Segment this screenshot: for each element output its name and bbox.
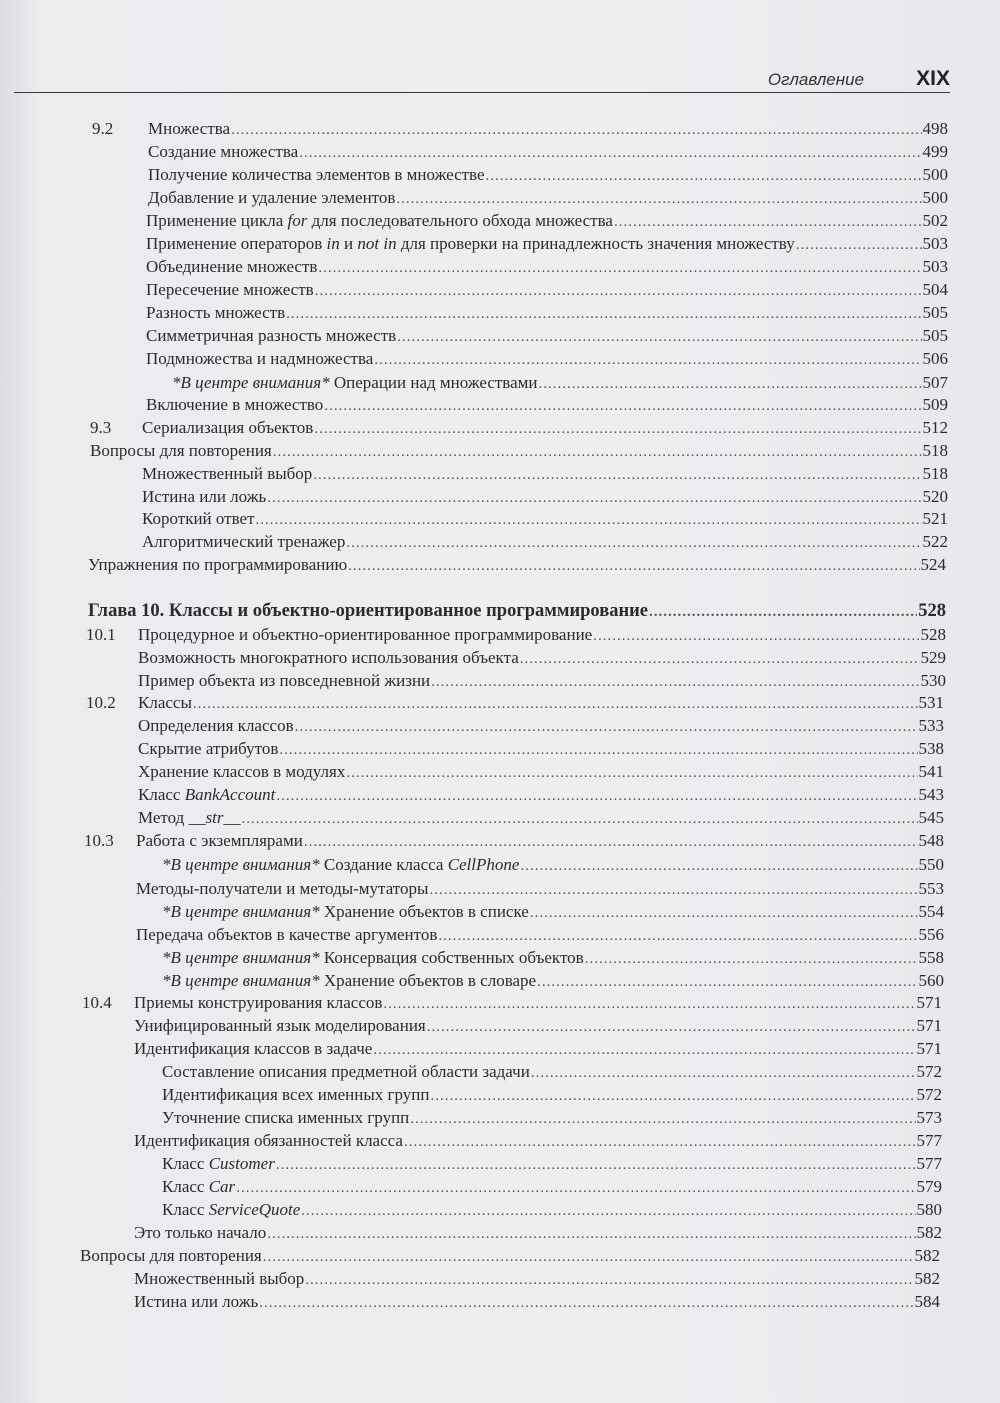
dot-leader: [427, 1016, 916, 1038]
toc-entry-title: Истина или ложь: [142, 487, 267, 506]
toc-entry[interactable]: [162, 1061, 942, 1083]
toc-page-number: 500: [922, 188, 948, 207]
toc-page-number: 582: [916, 1223, 942, 1242]
dot-leader: [304, 831, 918, 853]
toc-entry-title: Составление описания предметной области задачи: [162, 1062, 530, 1081]
toc-page-number: 504: [922, 280, 948, 299]
dot-leader: [429, 879, 917, 901]
dot-leader: [374, 349, 921, 371]
toc-entry[interactable]: [88, 554, 946, 576]
toc-page-number: 543: [918, 785, 944, 804]
toc-entry-title: Множества: [148, 119, 231, 138]
toc-entry-title: Объединение множеств: [146, 257, 318, 276]
toc-page-number: 503: [922, 257, 948, 276]
toc-entry[interactable]: [134, 1291, 940, 1313]
dot-leader: [431, 671, 919, 693]
toc-entry[interactable]: [162, 854, 944, 876]
toc-section-number: 10.3: [84, 831, 114, 850]
toc-entry[interactable]: [82, 992, 942, 1014]
header-section-title: Оглавление: [767, 70, 864, 89]
toc-entry-title: Скрытие атрибутов: [138, 739, 279, 758]
dot-leader: [410, 1108, 915, 1130]
toc-entry-title: Возможность многократного использования объекта: [138, 648, 519, 667]
toc-page-number: 571: [916, 1016, 942, 1035]
toc-page-number: 579: [916, 1177, 942, 1196]
dot-leader: [279, 739, 917, 761]
toc-entry-title: Получение количества элементов в множестве: [148, 165, 485, 184]
toc-section-number: 9.2: [92, 119, 114, 138]
toc-entry[interactable]: [134, 1038, 942, 1060]
dot-leader: [276, 1154, 916, 1176]
toc-page-number: 560: [918, 971, 944, 990]
toc-entry-title: Короткий ответ: [142, 509, 255, 528]
toc-page-number: 500: [922, 165, 948, 184]
dot-leader: [314, 418, 921, 440]
toc-page-number: 506: [922, 349, 948, 368]
toc-page-number: 520: [922, 487, 948, 506]
toc-entry-title: Применение цикла for для последовательного обхода множества: [146, 211, 613, 230]
toc-entry-title: Класс Customer: [162, 1154, 275, 1173]
dot-leader: [346, 532, 921, 554]
toc-page-number: 538: [918, 739, 944, 758]
toc-page-number: 571: [916, 1039, 942, 1058]
dot-leader: [286, 303, 921, 325]
toc-entry[interactable]: [84, 830, 944, 852]
toc-entry[interactable]: [148, 164, 948, 186]
toc-entry[interactable]: [86, 624, 946, 646]
dot-leader: [236, 1177, 915, 1199]
toc-entry[interactable]: [138, 670, 946, 692]
toc-page-number: 509: [922, 395, 948, 414]
toc-entry[interactable]: [92, 118, 948, 140]
toc-entry[interactable]: [136, 924, 944, 946]
dot-leader: [397, 326, 921, 348]
toc-entry-title: Разность множеств: [146, 303, 286, 322]
toc-entry[interactable]: [146, 256, 948, 278]
toc-entry[interactable]: [138, 715, 944, 737]
dot-leader: [313, 464, 921, 486]
toc-entry-title: Уточнение списка именных групп: [162, 1108, 410, 1127]
toc-entry[interactable]: [162, 1107, 942, 1129]
focus-marker: *В центре внимания*: [162, 902, 324, 921]
toc-page-number: 518: [922, 464, 948, 483]
dot-leader: [348, 555, 919, 577]
toc-page-number: 584: [914, 1292, 940, 1311]
toc-entry[interactable]: [134, 1130, 942, 1152]
focus-marker: *В центре внимания*: [162, 971, 324, 990]
toc-entry[interactable]: [138, 761, 944, 783]
toc-entry-title: Класс BankAccount: [138, 785, 276, 804]
dot-leader: [537, 971, 917, 993]
toc-page-number: 502: [922, 211, 948, 230]
toc-entry[interactable]: [162, 1153, 942, 1175]
dot-leader: [530, 902, 918, 924]
dot-leader: [276, 785, 917, 807]
toc-entry[interactable]: [138, 647, 946, 669]
dot-leader: [373, 1039, 915, 1061]
toc-section-number: 9.3: [90, 418, 112, 437]
toc-section-number: 10.4: [82, 993, 112, 1012]
toc-page-number: 503: [922, 234, 948, 253]
toc-entry-title: *В центре внимания* Создание класса CellPhone: [162, 855, 520, 874]
toc-entry-title: *В центре внимания* Операции над множествами: [172, 373, 538, 392]
dot-leader: [539, 373, 922, 395]
toc-entry[interactable]: [142, 463, 948, 485]
dot-leader: [256, 509, 922, 531]
dot-leader: [520, 648, 920, 670]
toc-entry-title: Класс Car: [162, 1177, 236, 1196]
toc-entry[interactable]: [142, 508, 948, 530]
toc-entry-title: Сериализация объектов: [142, 418, 314, 437]
toc-entry-title: Включение в множество: [146, 395, 324, 414]
toc-page-number: 518: [922, 441, 948, 460]
toc-entry[interactable]: [148, 187, 948, 209]
toc-entry[interactable]: [80, 1245, 940, 1267]
dot-leader: [231, 119, 921, 141]
dot-leader: [614, 211, 922, 233]
toc-page-number: 530: [920, 671, 946, 690]
toc-page-number: 577: [916, 1154, 942, 1173]
dot-leader: [520, 855, 917, 877]
focus-marker: *В центре внимания*: [172, 373, 334, 392]
toc-entry[interactable]: [134, 1268, 940, 1290]
toc-entry[interactable]: [134, 1222, 942, 1244]
toc-entry[interactable]: [142, 531, 948, 553]
toc-entry-title: Вопросы для повторения: [90, 441, 272, 460]
toc-page-number: 507: [922, 373, 948, 392]
toc-entry-title: Подмножества и надмножества: [146, 349, 374, 368]
toc-page-number: 512: [922, 418, 948, 437]
toc-entry[interactable]: [146, 394, 948, 416]
toc-entry[interactable]: [142, 486, 948, 508]
toc-entry-title: Определения классов: [138, 716, 294, 735]
toc-entry[interactable]: [162, 901, 944, 923]
toc-entry[interactable]: [86, 692, 944, 714]
running-header: [14, 64, 950, 93]
toc-entry-title: Множественный выбор: [134, 1269, 305, 1288]
focus-marker: *В центре внимания*: [162, 855, 324, 874]
dot-leader: [273, 441, 922, 463]
toc-entry[interactable]: [162, 1084, 942, 1106]
toc-entry-title: Создание множества: [148, 142, 299, 161]
dot-leader: [649, 601, 917, 623]
toc-entry-title: Множественный выбор: [142, 464, 313, 483]
dot-leader: [324, 395, 921, 417]
toc-entry-title: Алгоритмический тренажер: [142, 532, 346, 551]
dot-leader: [305, 1269, 913, 1291]
toc-page-number: 558: [918, 948, 944, 967]
dot-leader: [267, 487, 921, 509]
dot-leader: [263, 1246, 914, 1268]
toc-section-number: 10.1: [86, 625, 116, 644]
toc-entry[interactable]: [146, 348, 948, 370]
dot-leader: [531, 1062, 916, 1084]
toc-entry-title: Идентификация всех именных групп: [162, 1085, 430, 1104]
toc-entry-title: *В центре внимания* Хранение объектов в словаре: [162, 971, 537, 990]
toc-page-number: 524: [920, 555, 946, 574]
dot-leader: [318, 257, 921, 279]
toc-entry[interactable]: [172, 372, 948, 394]
dot-leader: [396, 188, 921, 210]
toc-page-number: 582: [914, 1269, 940, 1288]
toc-entry[interactable]: [146, 325, 948, 347]
dot-leader: [486, 165, 922, 187]
toc-page-number: 528: [920, 625, 946, 644]
toc-page-number: 553: [918, 879, 944, 898]
dot-leader: [383, 993, 915, 1015]
toc-entry[interactable]: [162, 1199, 942, 1221]
toc-entry-title: Добавление и удаление элементов: [148, 188, 396, 207]
toc-entry[interactable]: [136, 878, 944, 900]
toc-page-number: 531: [918, 693, 944, 712]
toc-entry-title: Это только начало: [134, 1223, 267, 1242]
toc-page-number: 528: [918, 601, 946, 621]
dot-leader: [315, 280, 922, 302]
toc-entry-title: Работа с экземплярами: [136, 831, 303, 850]
dot-leader: [585, 948, 918, 970]
dot-leader: [796, 234, 922, 256]
toc-page-number: 572: [916, 1085, 942, 1104]
toc-entry-title: Унифицированный язык моделирования: [134, 1016, 426, 1035]
toc-entry[interactable]: [138, 784, 944, 806]
toc-entry-title: Пример объекта из повседневной жизни: [138, 671, 431, 690]
toc-page-number: 582: [914, 1246, 940, 1265]
toc-entry-title: Идентификация обязанностей класса: [134, 1131, 403, 1150]
toc-page-number: 572: [916, 1062, 942, 1081]
toc-page-number: 533: [918, 716, 944, 735]
toc-entry[interactable]: [146, 210, 948, 232]
toc-page-number: 541: [918, 762, 944, 781]
toc-entry[interactable]: [134, 1015, 942, 1037]
toc-chapter-heading[interactable]: [88, 600, 946, 622]
toc-entry-title: Истина или ложь: [134, 1292, 259, 1311]
toc-entry-title: Упражнения по программированию: [88, 555, 348, 574]
toc-entry-title: Метод __str__: [138, 808, 241, 827]
toc-page-number: 545: [918, 808, 944, 827]
toc-page-number: 548: [918, 831, 944, 850]
dot-leader: [430, 1085, 915, 1107]
focus-marker: *В центре внимания*: [162, 948, 324, 967]
toc-page-number: 522: [922, 532, 948, 551]
toc-entry-title: Классы: [138, 693, 192, 712]
toc-entry[interactable]: [146, 233, 948, 255]
dot-leader: [404, 1131, 916, 1153]
toc-entry-title: *В центре внимания* Хранение объектов в списке: [162, 902, 529, 921]
toc-entry-title: Приемы конструирования классов: [134, 993, 383, 1012]
toc-entry[interactable]: [162, 947, 944, 969]
toc-entry[interactable]: [162, 1176, 942, 1198]
toc-page-number: 556: [918, 925, 944, 944]
toc-page-number: 573: [916, 1108, 942, 1127]
toc-entry-title: Пересечение множеств: [146, 280, 314, 299]
toc-page-number: 529: [920, 648, 946, 667]
toc-entry[interactable]: [90, 440, 948, 462]
toc-entry-title: Методы-получатели и методы-мутаторы: [136, 879, 429, 898]
toc-page-number: 499: [922, 142, 948, 161]
toc-page-number: 571: [916, 993, 942, 1012]
toc-entry[interactable]: [146, 279, 948, 301]
toc-page-number: 577: [916, 1131, 942, 1150]
dot-leader: [267, 1223, 915, 1245]
toc-entry-title: *В центре внимания* Консервация собственных объектов: [162, 948, 584, 967]
toc-entry-title: Передача объектов в качестве аргументов: [136, 925, 438, 944]
toc-entry[interactable]: [148, 141, 948, 163]
toc-entry-title: Симметричная разность множеств: [146, 326, 397, 345]
dot-leader: [295, 716, 918, 738]
dot-leader: [301, 1200, 915, 1222]
toc-page-number: 505: [922, 326, 948, 345]
dot-leader: [242, 808, 918, 830]
dot-leader: [593, 625, 919, 647]
toc-page-number: 550: [918, 855, 944, 874]
toc-entry[interactable]: [90, 417, 948, 439]
dot-leader: [193, 693, 918, 715]
toc-entry-title: Глава 10. Классы и объектно-ориентированное программирование: [88, 601, 648, 621]
toc-page-number: 498: [922, 119, 948, 138]
toc-page-number: 554: [918, 902, 944, 921]
toc-entry-title: Идентификация классов в задаче: [134, 1039, 373, 1058]
header-page-number: XIX: [916, 67, 950, 90]
toc-page-number: 505: [922, 303, 948, 322]
dot-leader: [259, 1292, 913, 1314]
toc-entry[interactable]: [138, 738, 944, 760]
toc-entry[interactable]: [162, 970, 944, 992]
toc-section-number: 10.2: [86, 693, 116, 712]
dot-leader: [346, 762, 917, 784]
toc-entry-title: Вопросы для повторения: [80, 1246, 262, 1265]
dot-leader: [438, 925, 917, 947]
toc-entry-title: Применение операторов in и not in для проверки на принадлежность значения множеству: [146, 234, 795, 253]
toc-entry-title: Процедурное и объектно-ориентированное программирование: [138, 625, 593, 644]
dot-leader: [299, 142, 921, 164]
toc-entry-title: Хранение классов в модулях: [138, 762, 346, 781]
toc-entry-title: Класс ServiceQuote: [162, 1200, 301, 1219]
toc-entry[interactable]: [138, 807, 944, 829]
toc-page-number: 521: [922, 509, 948, 528]
toc-entry[interactable]: [146, 302, 948, 324]
toc-page-number: 580: [916, 1200, 942, 1219]
